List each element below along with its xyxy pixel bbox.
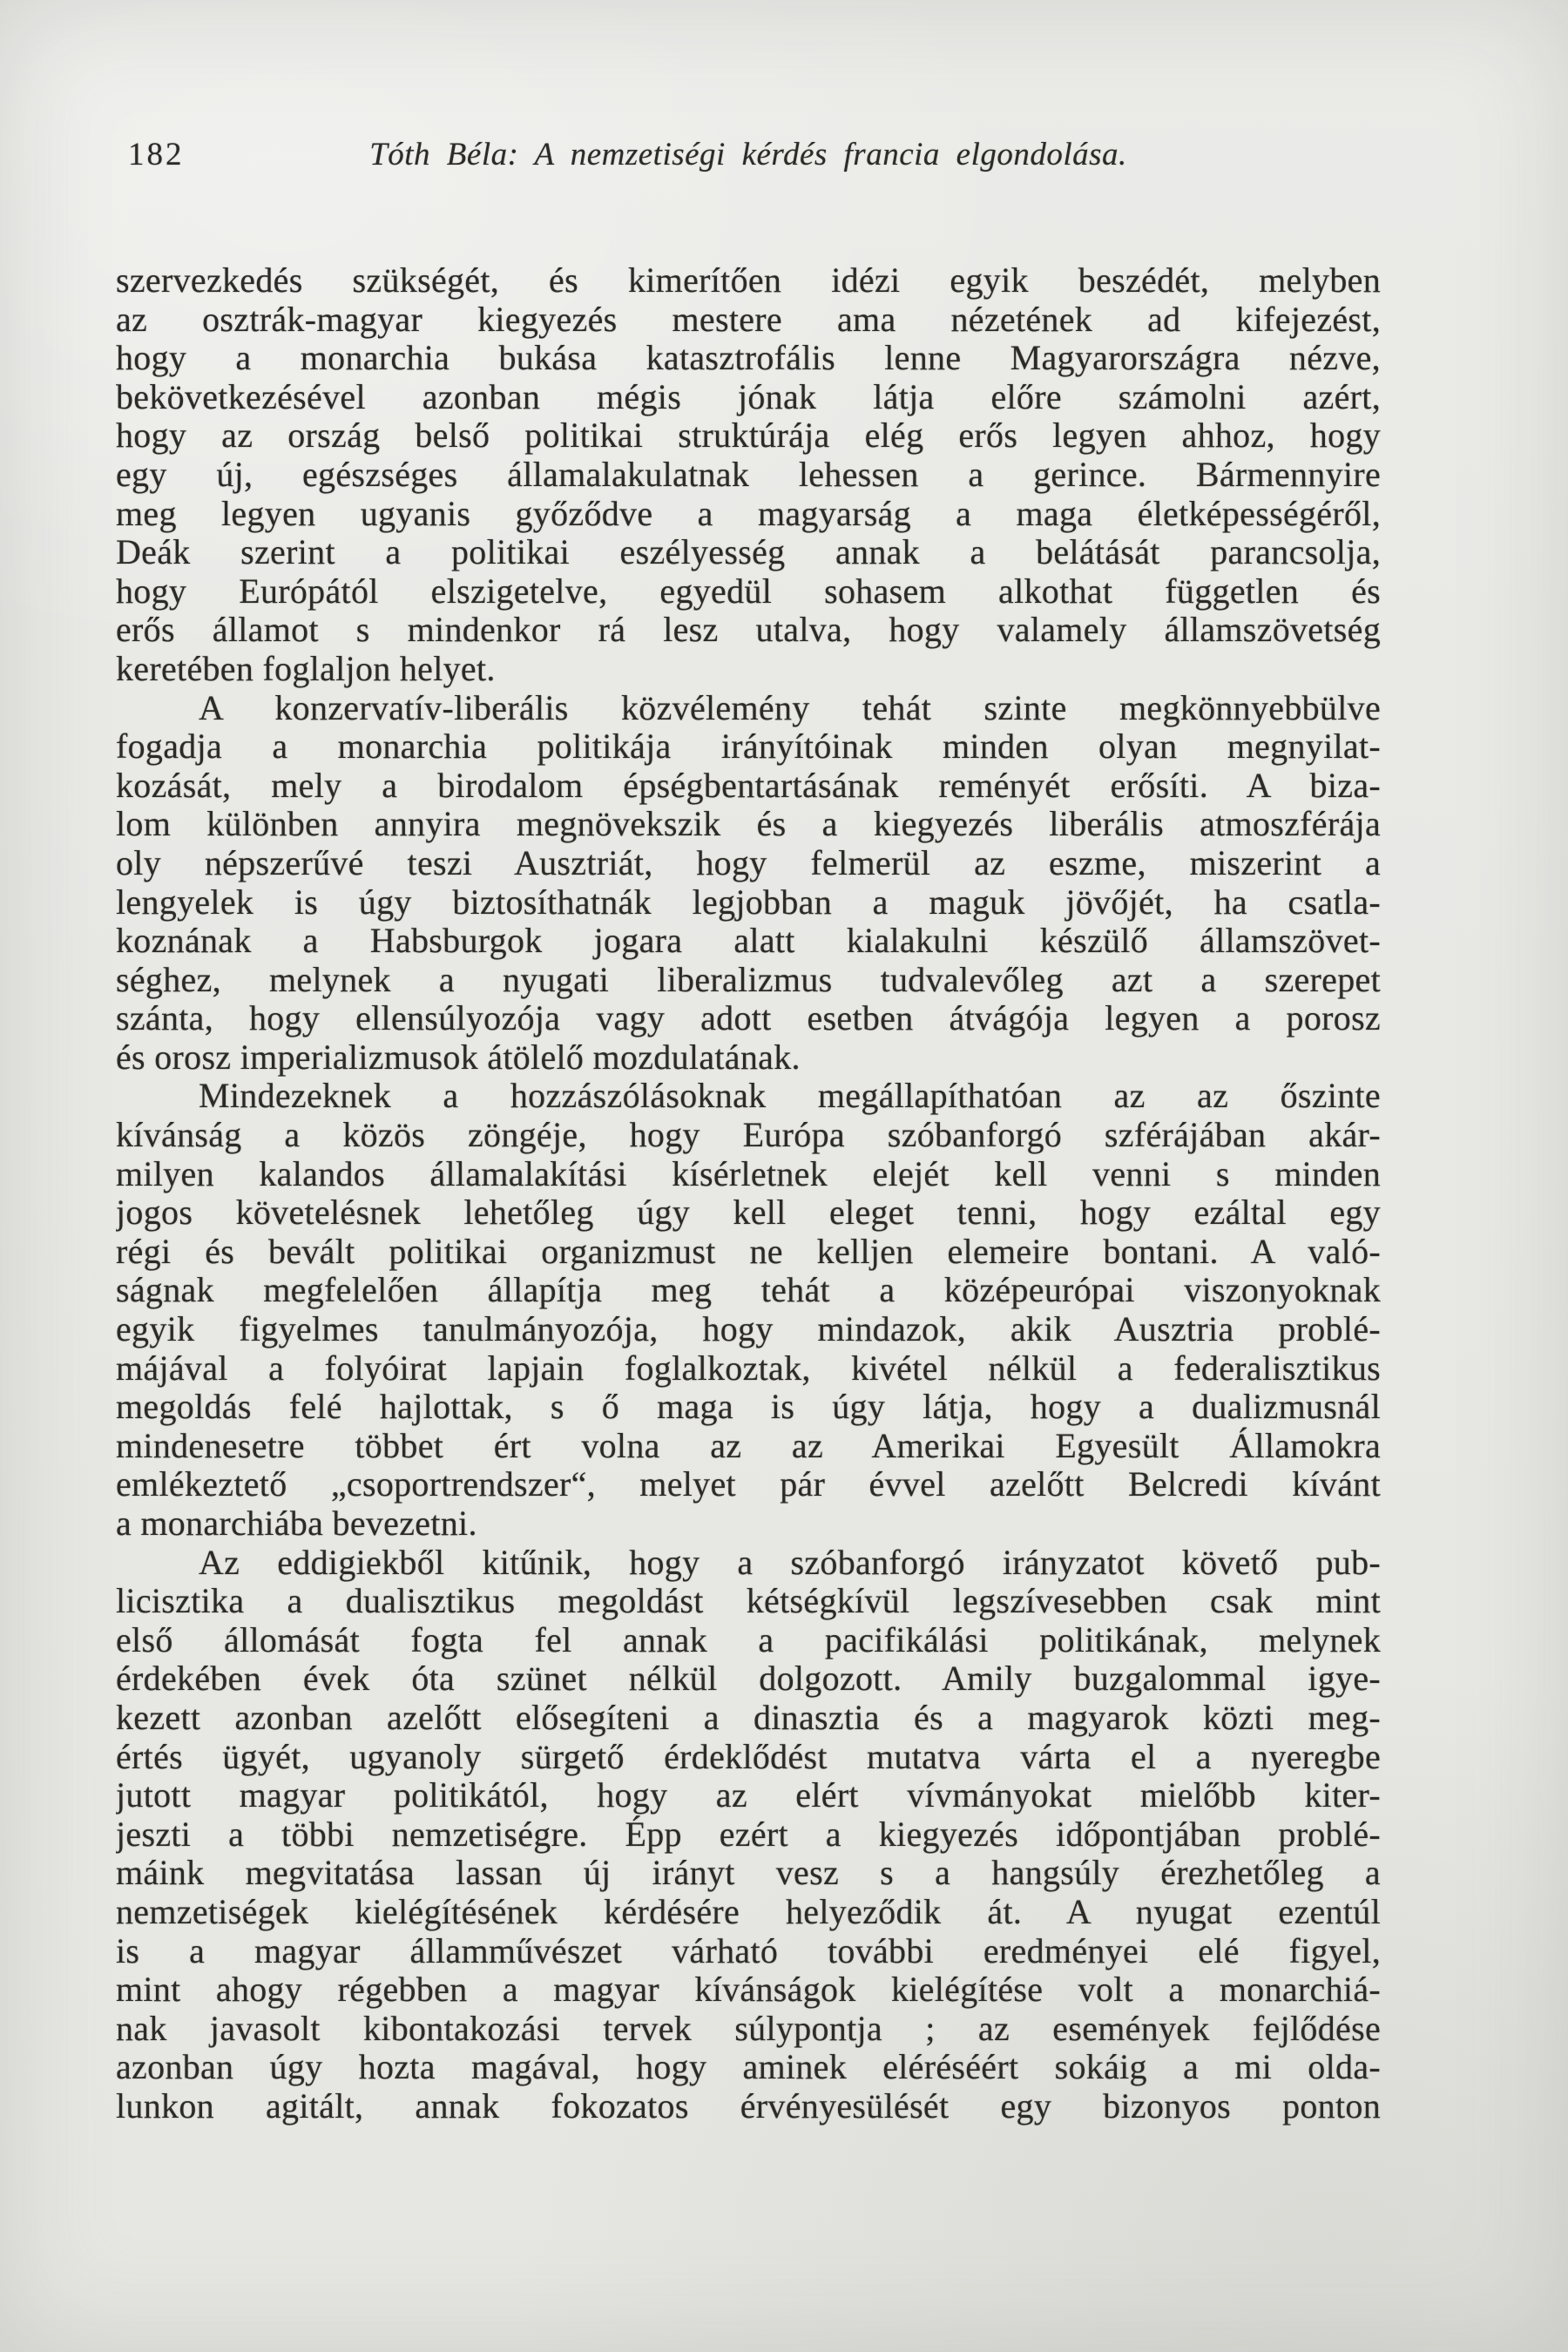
text-line: kozását, mely a birodalom épségbentartásának reményét erősíti. A biza- — [116, 766, 1381, 805]
text-line: Deák szerint a politikai eszélyesség annak a belátását parancsolja, — [116, 533, 1381, 572]
text-line: az osztrák-magyar kiegyezés mestere ama nézetének ad kifejezést, — [116, 300, 1381, 339]
text-line: jeszti a többi nemzetiségre. Épp ezért a kiegyezés időpontjában problé- — [116, 1815, 1381, 1854]
text-line: egy új, egészséges államalakulatnak lehessen a gerince. Bármennyire — [116, 455, 1381, 494]
text-line: séghez, melynek a nyugati liberalizmus tudvalevőleg azt a szerepet — [116, 960, 1381, 999]
text-line: máink megvitatása lassan új irányt vesz s a hangsúly érezhetőleg a — [116, 1854, 1381, 1893]
text-line: oly népszerűvé teszi Ausztriát, hogy felmerül az eszme, miszerint a — [116, 843, 1381, 882]
text-line: első állomását fogta fel annak a pacifikálási politikának, melynek — [116, 1620, 1381, 1659]
page-header — [116, 136, 1381, 178]
text-line: mindenesetre többet ért volna az az Amerikai Egyesült Államokra — [116, 1426, 1381, 1465]
text-line: Mindezeknek a hozzászólásoknak megállapíthatóan az az őszinte — [199, 1077, 1381, 1116]
text-line: kívánság a közös zöngéje, hogy Európa szóbanforgó szférájában akár- — [116, 1116, 1381, 1155]
running-title: Tóth Béla: A nemzetiségi kérdés francia elgondolása. — [369, 137, 1127, 172]
text-line: emlékeztető „csoportrendszer“, melyet pár évvel azelőtt Belcredi kívánt — [116, 1465, 1381, 1504]
text-line: hogy Európától elszigetelve, egyedül sohasem alkothat független és — [116, 571, 1381, 611]
text-line: lengyelek is úgy biztosíthatnák legjobban a maguk jövőjét, ha csatla- — [116, 882, 1381, 922]
page-number: 182 — [128, 137, 185, 172]
text-line: egyik figyelmes tanulmányozója, hogy mindazok, akik Ausztria problé- — [116, 1310, 1381, 1349]
text-line: nak javasolt kibontakozási tervek súlypontja ; az események fejlődése — [116, 2009, 1381, 2048]
text-line: ságnak megfelelően állapítja meg tehát a középeurópai viszonyoknak — [116, 1271, 1381, 1310]
text-line: nemzetiségek kielégítésének kérdésére helyeződik át. A nyugat ezentúl — [116, 1892, 1381, 1931]
text-line: milyen kalandos államalakítási kísérletnek elejét kell venni s minden — [116, 1154, 1381, 1193]
text-line: hogy az ország belső politikai struktúrája elég erős legyen ahhoz, hogy — [116, 416, 1381, 456]
text-line: erős államot s mindenkor rá lesz utalva, hogy valamely államszövetség — [116, 611, 1381, 650]
text-line: szánta, hogy ellensúlyozója vagy adott esetben átvágója legyen a porosz — [116, 999, 1381, 1038]
text-line: is a magyar államművészet várható további eredményei elé figyel, — [116, 1931, 1381, 1970]
text-line: kezett azonban azelőtt elősegíteni a dinasztia és a magyarok közti meg- — [116, 1698, 1381, 1737]
text-line: megoldás felé hajlottak, s ő maga is úgy látja, hogy a dualizmusnál — [116, 1388, 1381, 1427]
text-line: lunkon agitált, annak fokozatos érvényesülését egy bizonyos ponton — [116, 2086, 1381, 2126]
text-line: érdekében évek óta szünet nélkül dolgozott. Amily buzgalommal igye- — [116, 1659, 1381, 1699]
text-line: májával a folyóirat lapjain foglalkoztak, kivétel nélkül a federalisztikus — [116, 1348, 1381, 1388]
text-line: koznának a Habsburgok jogara alatt kialakulni készülő államszövet- — [116, 922, 1381, 961]
text-line: azonban úgy hozta magával, hogy aminek eléréséért sokáig a mi olda- — [116, 2048, 1381, 2087]
text-line: jogos követelésnek lehetőleg úgy kell eleget tenni, hogy ezáltal egy — [116, 1193, 1381, 1233]
text-line: licisztika a dualisztikus megoldást kétségkívül legszívesebben csak mint — [116, 1582, 1381, 1621]
page-body — [116, 261, 1381, 2126]
text-line: Az eddigiekből kitűnik, hogy a szóbanforgó irányzatot követő pub- — [199, 1543, 1381, 1582]
text-line: lom különben annyira megnövekszik és a kiegyezés liberális atmoszférája — [116, 805, 1381, 844]
text-line: értés ügyét, ugyanoly sürgető érdeklődést mutatva várta el a nyeregbe — [116, 1737, 1381, 1776]
text-line: hogy a monarchia bukása katasztrofális lenne Magyarországra nézve, — [116, 339, 1381, 378]
text-line: keretében foglaljon helyet. — [116, 649, 496, 688]
text-line: mint ahogy régebben a magyar kívánságok kielégítése volt a monarchiá- — [116, 1970, 1381, 2010]
text-line: meg legyen ugyanis győződve a magyarság a maga életképességéről, — [116, 494, 1381, 533]
text-line: A konzervatív-liberális közvélemény tehát szinte megkönnyebbülve — [199, 688, 1381, 727]
text-line: a monarchiába bevezetni. — [116, 1504, 477, 1543]
text-line: jutott magyar politikától, hogy az elért vívmányokat mielőbb kiter- — [116, 1776, 1381, 1815]
text-line: régi és bevált politikai organizmust ne kelljen elemeire bontani. A való- — [116, 1232, 1381, 1271]
text-line: fogadja a monarchia politikája irányítóinak minden olyan megnyilat- — [116, 727, 1381, 767]
text-line: és orosz imperializmusok átölelő mozdulatának. — [116, 1037, 801, 1077]
text-line: bekövetkezésével azonban mégis jónak látja előre számolni azért, — [116, 377, 1381, 416]
text-line: szervezkedés szükségét, és kimerítően idézi egyik beszédét, melyben — [116, 261, 1381, 300]
